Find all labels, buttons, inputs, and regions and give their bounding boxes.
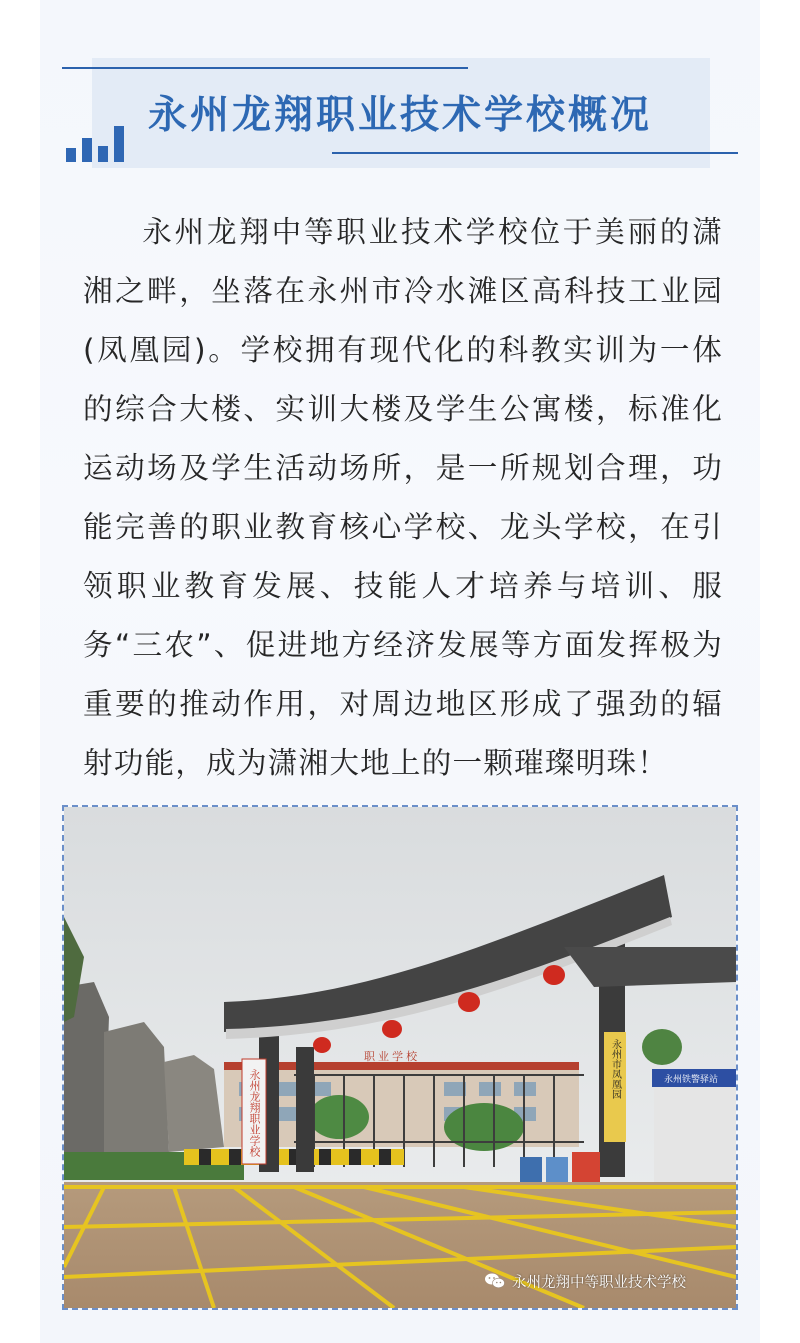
wall-sign-text: 职 业 学 校 [364,1051,418,1063]
wechat-icon [484,1272,506,1290]
page-title: 永州龙翔职业技术学校概况 [148,93,653,138]
article-paragraph: 永州龙翔中等职业技术学校位于美丽的潇湘之畔，坐落在永州市冷水滩区高科技工业园(凤凰园)。学校拥有现代化的科教实训为一体的综合大楼、实训大楼及学生公寓楼，标准化运动场及学生活动场所，是一所规划合理，功能完善的职业教育核心学校、龙头学校，在引领职业教育发展、技能人才培养与培训、服务“三农”、促进地方经济发展等方面发挥极为重要的推动作用，对周边地区形成了强劲的辐射功能，成为潇湘大地上的一颗璀璨明珠！ [83,215,723,780]
pillar-sign-text: 永州市凤凰园 [609,1039,621,1099]
watermark [484,1268,686,1294]
blue-sign-text: 永州铁警驿站 [664,1074,719,1084]
article-body [83,203,723,793]
watermark-text: 永州龙翔中等职业技术学校 [512,1274,686,1291]
photo-illustration [64,807,736,1308]
title-rule-top [62,67,468,69]
title-rule-bottom [332,152,738,154]
gate-sign-text: 永州龙翔职业学校 [248,1069,260,1157]
school-gate-photo [62,805,738,1310]
bar-chart-icon [66,124,124,162]
